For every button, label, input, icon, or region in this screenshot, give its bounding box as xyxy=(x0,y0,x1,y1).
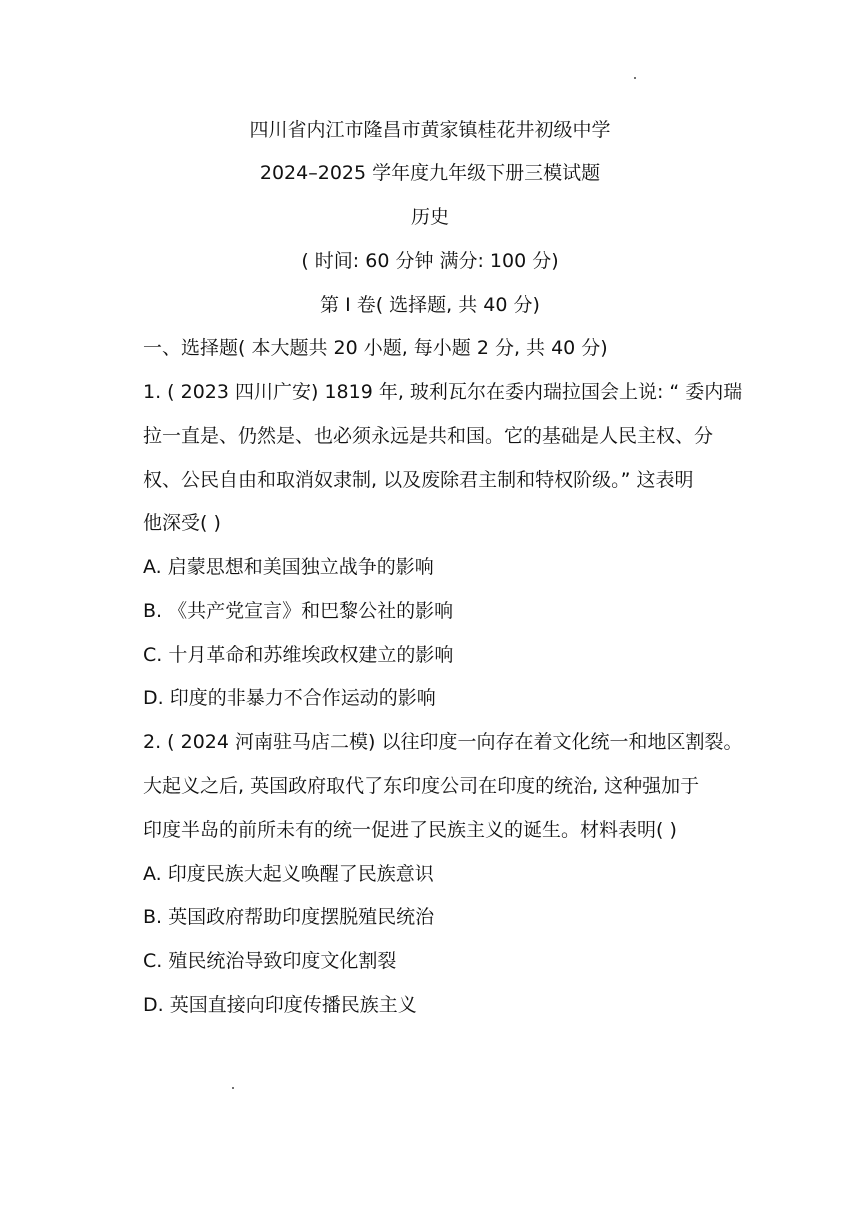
question-2-line-3: 印度半岛的前所未有的统一促进了民族主义的诞生。材料表明( ) xyxy=(143,819,677,841)
exam-title: 2024–2025 学年度九年级下册三模试题 xyxy=(259,162,601,184)
question-1-line-2: 拉一直是、仍然是、也必须永远是共和国。它的基础是人民主权、分 xyxy=(143,425,714,447)
time-info: ( 时间: 60 分钟 满分: 100 分) xyxy=(301,250,559,272)
subject-title: 历史 xyxy=(410,206,449,228)
question-2-line-1: 2. ( 2024 河南驻马店二模) 以往印度一向存在着文化统一和地区割裂。 xyxy=(143,731,743,753)
scan-dot-top xyxy=(634,77,636,79)
question-2-option-c: C. 殖民统治导致印度文化割裂 xyxy=(143,950,397,972)
question-1-line-4: 他深受( ) xyxy=(143,512,221,534)
volume-title: 第 Ⅰ 卷( 选择题, 共 40 分) xyxy=(320,294,540,316)
question-1-option-c: C. 十月革命和苏维埃政权建立的影响 xyxy=(143,644,454,666)
question-2-option-d: D. 英国直接向印度传播民族主义 xyxy=(143,994,417,1016)
question-2-option-a: A. 印度民族大起义唤醒了民族意识 xyxy=(143,863,434,885)
section-title: 一、选择题( 本大题共 20 小题, 每小题 2 分, 共 40 分) xyxy=(143,337,608,359)
school-name: 四川省内江市隆昌市黄家镇桂花井初级中学 xyxy=(249,119,611,141)
question-1-option-d: D. 印度的非暴力不合作运动的影响 xyxy=(143,687,436,709)
question-1-option-a: A. 启蒙思想和美国独立战争的影响 xyxy=(143,556,434,578)
question-2-line-2: 大起义之后, 英国政府取代了东印度公司在印度的统治, 这种强加于 xyxy=(143,775,700,797)
question-1-line-3: 权、公民自由和取消奴隶制, 以及废除君主制和特权阶级。” 这表明 xyxy=(143,469,694,491)
scan-dot-bottom xyxy=(232,1087,234,1089)
question-2-option-b: B. 英国政府帮助印度摆脱殖民统治 xyxy=(143,906,435,928)
question-1-line-1: 1. ( 2023 四川广安) 1819 年, 玻利瓦尔在委内瑞拉国会上说: “ 委内瑞 xyxy=(143,381,743,403)
question-1-option-b: B. 《共产党宣言》和巴黎公社的影响 xyxy=(143,600,454,622)
